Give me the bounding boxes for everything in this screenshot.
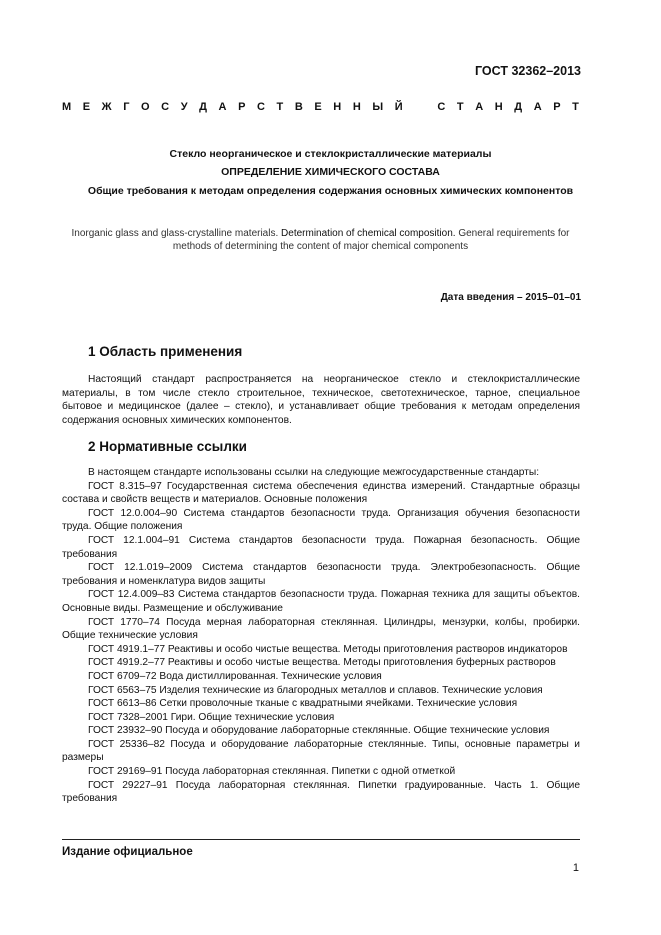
reference-item: ГОСТ 12.1.004–91 Система стандартов безопасности труда. Пожарная безопасность. Общие требования [62, 534, 580, 560]
reference-item: ГОСТ 4919.1–77 Реактивы и особо чистые вещества. Методы приготовления растворов индикаторов [88, 643, 568, 655]
banner-letter: А [533, 101, 542, 113]
banner-letter: С [161, 101, 170, 113]
footer-divider [62, 839, 580, 840]
banner-letter: Д [199, 101, 207, 113]
banner-letter: Н [494, 101, 503, 113]
banner-letter: Т [456, 101, 464, 113]
section-2-heading: 2 Нормативные ссылки [88, 439, 247, 454]
banner-letter: У [180, 101, 188, 113]
banner-letter: Е [314, 101, 322, 113]
reference-item: ГОСТ 7328–2001 Гири. Общие технические условия [88, 711, 335, 723]
banner-letter: С [437, 101, 446, 113]
reference-item: ГОСТ 6613–86 Сетки проволочные тканые с квадратными ячейками. Технические условия [88, 698, 518, 710]
banner-letter: А [475, 101, 484, 113]
reference-item: ГОСТ 8.315–97 Государственная система обеспечения единства измерений. Стандартные образцы состава и свойств веществ и материалов. Основные положения [62, 480, 580, 506]
official-edition-label: Издание официальное [62, 846, 193, 858]
references-intro: В настоящем стандарте использованы ссылки на следующие межгосударственные стандарты: [88, 467, 540, 478]
banner-letter: Ы [372, 101, 384, 113]
banner-letter: Г [123, 101, 130, 113]
banner-letter: Н [352, 101, 361, 113]
english-title-part-1: Inorganic glass and glass-crystalline materials. [71, 228, 282, 239]
english-title [62, 227, 579, 253]
title-line-2: ОПРЕДЕЛЕНИЕ ХИМИЧЕСКОГО СОСТАВА [221, 166, 440, 178]
banner-letter: Р [238, 101, 246, 113]
introduction-date: Дата введения – 2015–01–01 [440, 292, 581, 303]
banner-letter: М [62, 101, 72, 113]
interstate-standard-banner [62, 101, 579, 113]
banner-letter: Е [82, 101, 91, 113]
normative-references [62, 466, 580, 806]
standard-code: ГОСТ 32362–2013 [475, 64, 581, 78]
reference-item: ГОСТ 23932–90 Посуда и оборудование лабораторные стеклянные. Общие технические условия [88, 725, 550, 737]
banner-letter: В [294, 101, 303, 113]
reference-item: ГОСТ 12.0.004–90 Система стандартов безопасности труда. Организация обучения безопасности труда. Общие положения [62, 507, 580, 533]
title-line-1: Стекло неорганическое и стеклокристаллические материалы [169, 148, 492, 160]
banner-letter: О [141, 101, 150, 113]
reference-item: ГОСТ 25336–82 Посуда и оборудование лабораторные стеклянные. Типы, основные параметры и размеры [62, 738, 580, 764]
banner-letter: Т [276, 101, 284, 113]
section-1-text: Настоящий стандарт распространяется на неорганическое стекло и стеклокристаллические материалы, в том числе стекло строительное, техническое, светотехническое, тарное, специальное бытовое и медицинское (далее – стекло), и устанавливает общие требования к методам определения содержания основных химических компонентов. [62, 374, 580, 426]
banner-letter: Н [333, 101, 342, 113]
title-line-3: Общие требования к методам определения содержания основных химических компонентов [87, 185, 574, 197]
banner-letter: Д [514, 101, 523, 113]
banner-letter: А [218, 101, 227, 113]
reference-item: ГОСТ 29227–91 Посуда лабораторная стеклянная. Пипетки градуированные. Часть 1. Общие требования [62, 779, 580, 805]
page-number: 1 [572, 862, 579, 874]
reference-item: ГОСТ 6563–75 Изделия технические из благородных металлов и сплавов. Технические условия [88, 684, 543, 696]
reference-item: ГОСТ 6709–72 Вода дистиллированная. Технические условия [88, 670, 382, 682]
reference-item: ГОСТ 12.4.009–83 Система стандартов безопасности труда. Пожарная техника для защиты объектов. Основные виды. Размещение и обслуживание [62, 589, 580, 614]
reference-item: ГОСТ 4919.2–77 Реактивы и особо чистые вещества. Методы приготовления буферных растворов [88, 657, 556, 669]
banner-letter: Ж [101, 101, 112, 113]
english-title-part-2: Determination of chemical composition. [281, 228, 456, 239]
banner-letter: Й [394, 101, 403, 113]
section-1-heading: 1 Область применения [88, 344, 243, 359]
reference-item: ГОСТ 29169–91 Посуда лабораторная стеклянная. Пипетки с одной отметкой [88, 766, 456, 778]
reference-item: ГОСТ 1770–74 Посуда мерная лабораторная стеклянная. Цилиндры, мензурки, колбы, пробирки. Общие технические условия [62, 616, 580, 642]
english-title-part-3: General requirements for methods of determining the content of major chemical components [172, 228, 570, 252]
banner-letter: Р [553, 101, 561, 113]
banner-letter: С [257, 101, 265, 113]
reference-item: ГОСТ 12.1.019–2009 Система стандартов безопасности труда. Электробезопасность. Общие требования и номенклатура видов защиты [62, 562, 580, 587]
banner-letter: Т [572, 101, 579, 113]
